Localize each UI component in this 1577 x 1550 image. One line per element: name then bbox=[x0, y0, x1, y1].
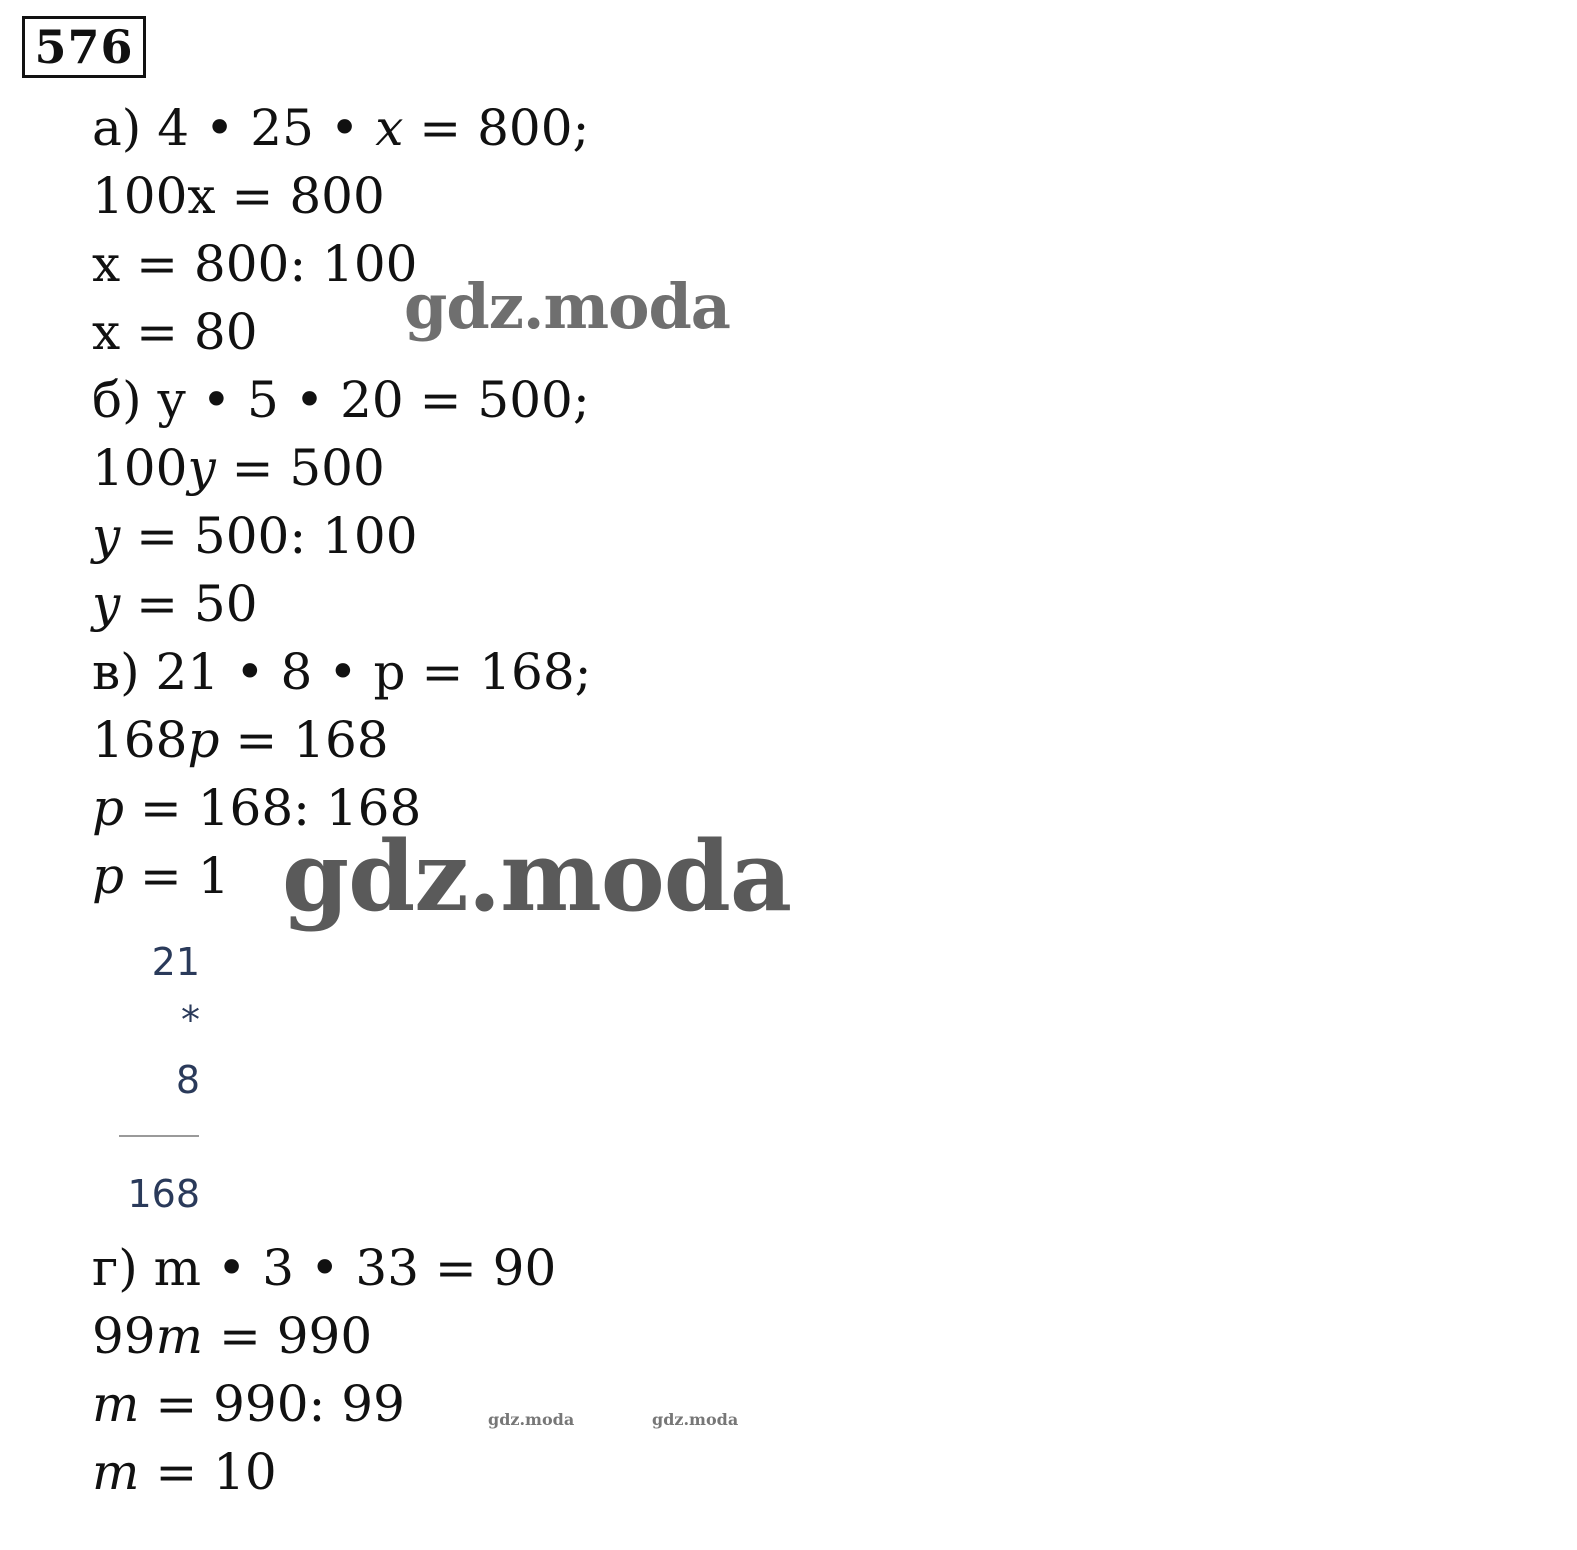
solution-g-line-2: 99m = 990 bbox=[92, 1307, 373, 1365]
watermark-3: gdz.moda bbox=[488, 1410, 575, 1429]
solution-b-line-3: y = 500: 100 bbox=[92, 507, 418, 565]
solution-a-line-1: а) 4 • 25 • x = 800; bbox=[92, 99, 590, 157]
solution-v-line-3: p = 168: 168 bbox=[92, 779, 422, 837]
solution-g-line-3: m = 990: 99 bbox=[92, 1375, 405, 1433]
calc-result: 168 bbox=[127, 1172, 200, 1216]
solution-b-line-4: y = 50 bbox=[92, 575, 258, 633]
solution-v-line-2: 168p = 168 bbox=[92, 711, 389, 769]
solution-a-line-2: 100x = 800 bbox=[92, 167, 385, 225]
calc-divider bbox=[119, 1135, 199, 1137]
solution-g-line-4: m = 10 bbox=[92, 1443, 277, 1501]
solution-a-line-4: x = 80 bbox=[92, 303, 258, 361]
calc-multiplicand: 21 bbox=[151, 940, 200, 984]
solution-v-line-4: p = 1 bbox=[92, 847, 230, 905]
solution-b-line-1: б) y • 5 • 20 = 500; bbox=[92, 371, 590, 429]
watermark-4: gdz.moda bbox=[652, 1410, 739, 1429]
solution-g-line-1: г) m • 3 • 33 = 90 bbox=[92, 1239, 557, 1297]
calc-multiplier: 8 bbox=[175, 1058, 200, 1102]
watermark-1: gdz.moda bbox=[404, 270, 730, 343]
problem-number: 576 bbox=[22, 16, 146, 78]
watermark-2: gdz.moda bbox=[282, 820, 792, 933]
solution-b-line-2: 100y = 500 bbox=[92, 439, 385, 497]
solution-v-line-1: в) 21 • 8 • p = 168; bbox=[92, 643, 592, 701]
solution-a-line-3: x = 800: 100 bbox=[92, 235, 418, 293]
calc-operator: * bbox=[181, 998, 200, 1042]
